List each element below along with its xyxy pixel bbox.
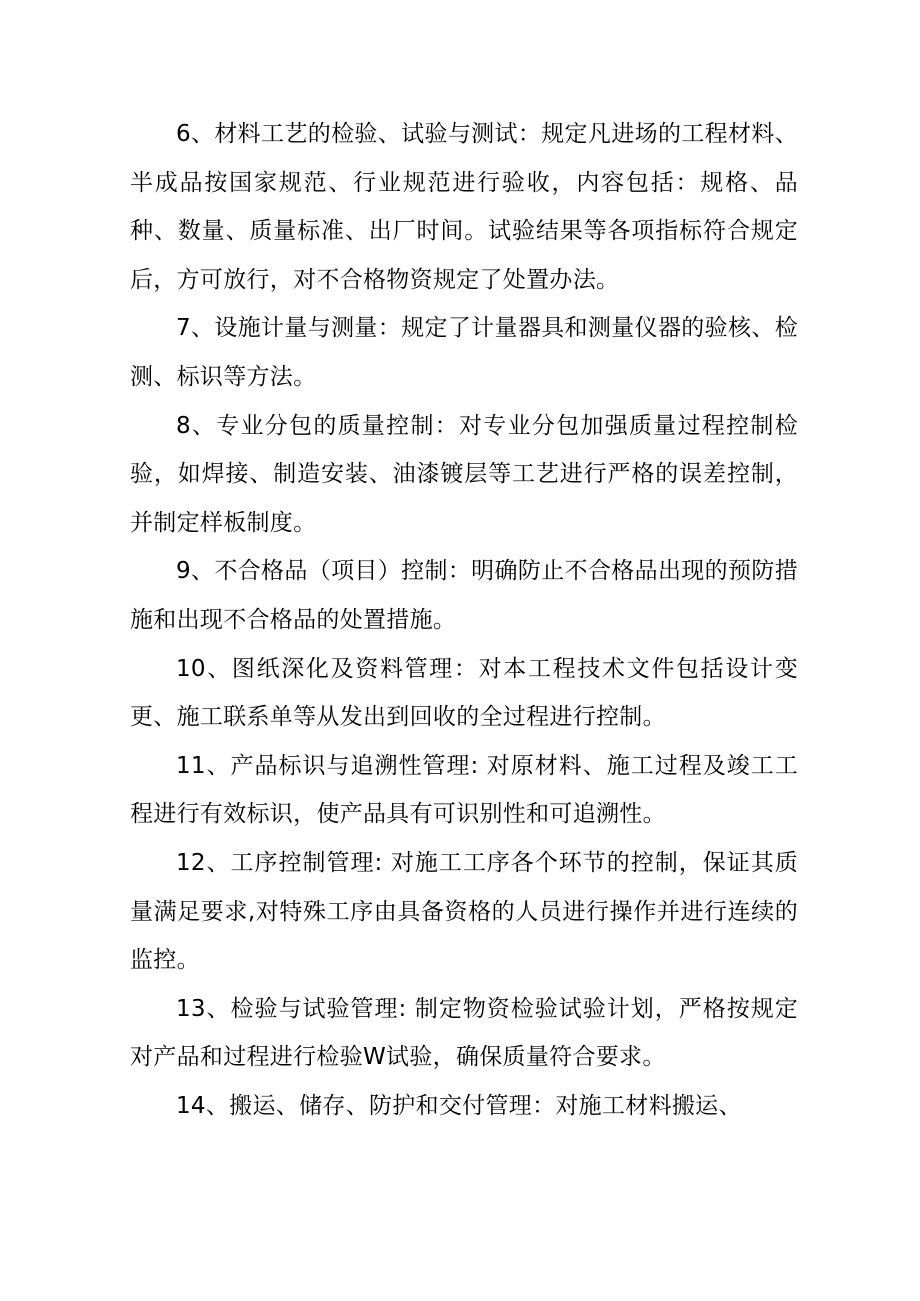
paragraph-item-9: 9、不合格品（项目）控制：明确防止不合格品出现的预防措施和出现不合格品的处置措施。 [130,558,798,633]
paragraph-item-14: 14、搬运、储存、防护和交付管理：对施工材料搬运、 [176,1092,742,1119]
paragraph-item-12: 12、工序控制管理: 对施工工序各个环节的控制，保证其质量满足要求,对特殊工序由具备资格的人员进行操作并进行连续的监控。 [130,849,798,974]
document-body [130,110,798,1130]
paragraph-item-11: 11、产品标识与追溯性管理: 对原材料、施工过程及竣工工程进行有效标识，使产品具有可识别性和可追溯性。 [130,752,798,828]
paragraph-item-10: 10、图纸深化及资料管理：对本工程技术文件包括设计变更、施工联系单等从发出到回收的全过程进行控制。 [130,655,798,731]
paragraph-item-7: 7、设施计量与测量：规定了计量器具和测量仪器的验核、检测、标识等方法。 [130,315,798,390]
paragraph-item-13: 13、检验与试验管理: 制定物资检验试验计划，严格按规定对产品和过程进行检验W试验，确保质量符合要求。 [130,995,798,1071]
paragraph-item-8: 8、专业分包的质量控制：对专业分包加强质量过程控制检验，如焊接、制造安装、油漆镀层等工艺进行严格的误差控制，并制定样板制度。 [130,412,798,536]
paragraph-item-6: 6、材料工艺的检验、试验与测试：规定凡进场的工程材料、半成品按国家规范、行业规范进行验收，内容包括：规格、品种、数量、质量标准、出厂时间。试验结果等各项指标符合规定后，方可放行，对不合格物资规定了处置办法。 [130,121,798,293]
